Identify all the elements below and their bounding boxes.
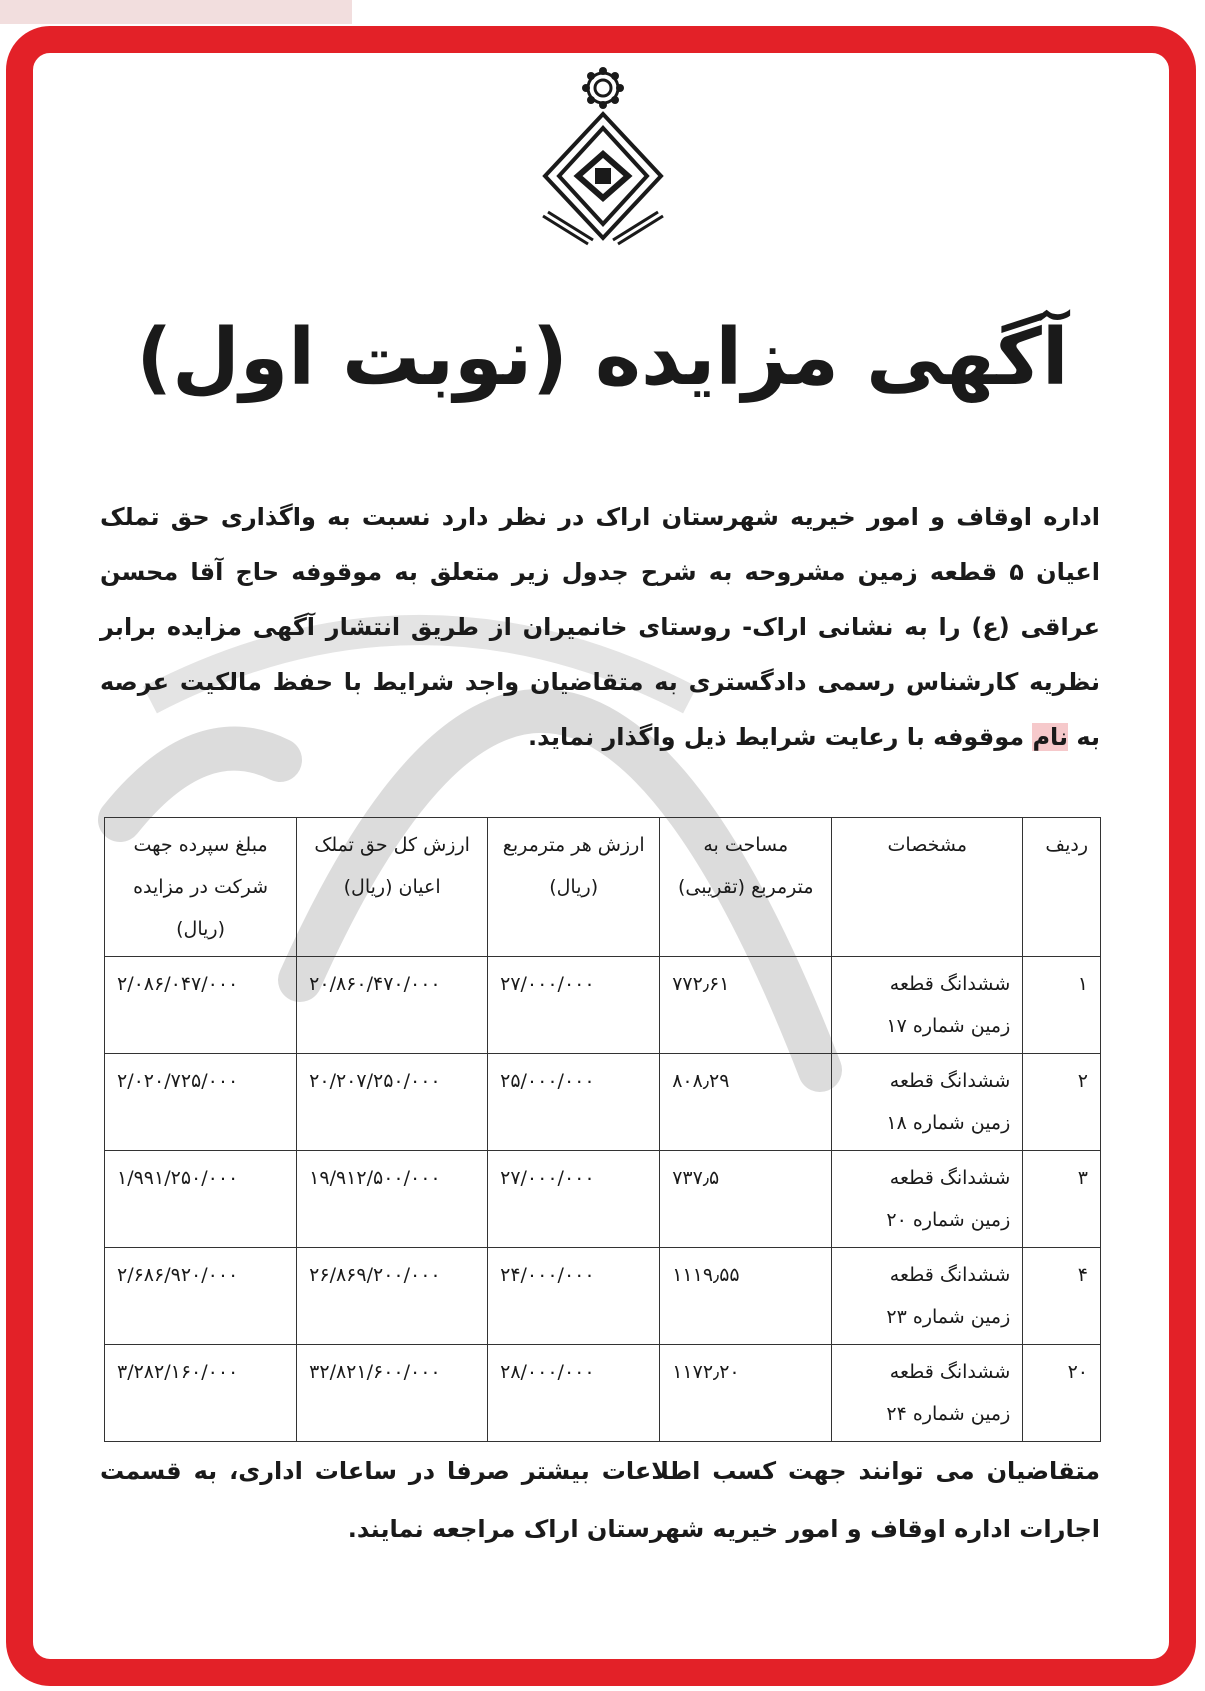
intro-highlight: نام — [1032, 723, 1069, 751]
row-description: ششدانگ قطعه زمین شماره ۲۴ — [832, 1345, 1023, 1442]
row-area: ۷۳۷٫۵ — [660, 1151, 832, 1248]
row-description: ششدانگ قطعه زمین شماره ۱۸ — [832, 1054, 1023, 1151]
outro-paragraph: متقاضیان می توانند جهت کسب اطلاعات بیشتر صرفا در ساعات اداری، به قسمت اجارات اداره اوقاف و امور خیریه شهرستان اراک مراجعه نمایند. — [100, 1457, 1100, 1543]
row-deposit: ۱/۹۹۱/۲۵۰/۰۰۰ — [105, 1151, 297, 1248]
row-number: ۴ — [1023, 1248, 1101, 1345]
row-deposit: ۲/۰۲۰/۷۲۵/۰۰۰ — [105, 1054, 297, 1151]
header-unit-value: ارزش هر مترمربع (ریال) — [488, 818, 660, 957]
intro-paragraph — [100, 490, 1100, 765]
row-area: ۱۱۱۹٫۵۵ — [660, 1248, 832, 1345]
intro-text-end: موقوفه با رعایت شرایط ذیل واگذار نماید. — [528, 723, 1033, 751]
row-area: ۱۱۷۲٫۲۰ — [660, 1345, 832, 1442]
row-total-value: ۲۶/۸۶۹/۲۰۰/۰۰۰ — [297, 1248, 488, 1345]
row-description: ششدانگ قطعه زمین شماره ۱۷ — [832, 957, 1023, 1054]
row-number: ۳ — [1023, 1151, 1101, 1248]
row-unit-value: ۲۵/۰۰۰/۰۰۰ — [488, 1054, 660, 1151]
table-row — [105, 1054, 1101, 1151]
row-total-value: ۲۰/۲۰۷/۲۵۰/۰۰۰ — [297, 1054, 488, 1151]
row-total-value: ۳۲/۸۲۱/۶۰۰/۰۰۰ — [297, 1345, 488, 1442]
row-number: ۲ — [1023, 1054, 1101, 1151]
row-number: ۱ — [1023, 957, 1101, 1054]
table-row — [105, 1248, 1101, 1345]
row-deposit: ۳/۲۸۲/۱۶۰/۰۰۰ — [105, 1345, 297, 1442]
page-title: آگهی مزایده (نوبت اول) — [136, 313, 1069, 403]
row-description: ششدانگ قطعه زمین شماره ۲۳ — [832, 1248, 1023, 1345]
table-row — [105, 957, 1101, 1054]
header-row-number: ردیف — [1023, 818, 1101, 957]
top-strip — [0, 0, 352, 24]
row-total-value: ۲۰/۸۶۰/۴۷۰/۰۰۰ — [297, 957, 488, 1054]
header-total-value: ارزش کل حق تملک اعیان (ریال) — [297, 818, 488, 957]
table-row — [105, 1151, 1101, 1248]
row-unit-value: ۲۷/۰۰۰/۰۰۰ — [488, 957, 660, 1054]
row-deposit: ۲/۰۸۶/۰۴۷/۰۰۰ — [105, 957, 297, 1054]
row-unit-value: ۲۷/۰۰۰/۰۰۰ — [488, 1151, 660, 1248]
row-area: ۸۰۸٫۲۹ — [660, 1054, 832, 1151]
row-description: ششدانگ قطعه زمین شماره ۲۰ — [832, 1151, 1023, 1248]
table-row — [105, 1345, 1101, 1442]
row-unit-value: ۲۴/۰۰۰/۰۰۰ — [488, 1248, 660, 1345]
intro-text: اداره اوقاف و امور خیریه شهرستان اراک در نظر دارد نسبت به واگذاری حق تملک اعیان ۵ قطعه زمین مشروحه به شرح جدول زیر متعلق به موقوفه حاج آقا محسن عراقی (ع) را به نشانی اراک- روستای خانمیران از طریق انتشار آگهی مزایده برابر نظریه کارشناس رسمی دادگستری به متقاضیان واجد شرایط با حفظ مالکیت عرصه به — [100, 503, 1100, 751]
lots-table — [104, 817, 1101, 1442]
row-unit-value: ۲۸/۰۰۰/۰۰۰ — [488, 1345, 660, 1442]
row-area: ۷۷۲٫۶۱ — [660, 957, 832, 1054]
header-description: مشخصات — [832, 818, 1023, 957]
header-deposit: مبلغ سپرده جهت شرکت در مزایده (ریال) — [105, 818, 297, 957]
row-number: ۲۰ — [1023, 1345, 1101, 1442]
header-area: مساحت به مترمربع (تقریبی) — [660, 818, 832, 957]
row-total-value: ۱۹/۹۱۲/۵۰۰/۰۰۰ — [297, 1151, 488, 1248]
table-header-row — [105, 818, 1101, 957]
endowment-organization-emblem-icon — [533, 66, 673, 256]
row-deposit: ۲/۶۸۶/۹۲۰/۰۰۰ — [105, 1248, 297, 1345]
